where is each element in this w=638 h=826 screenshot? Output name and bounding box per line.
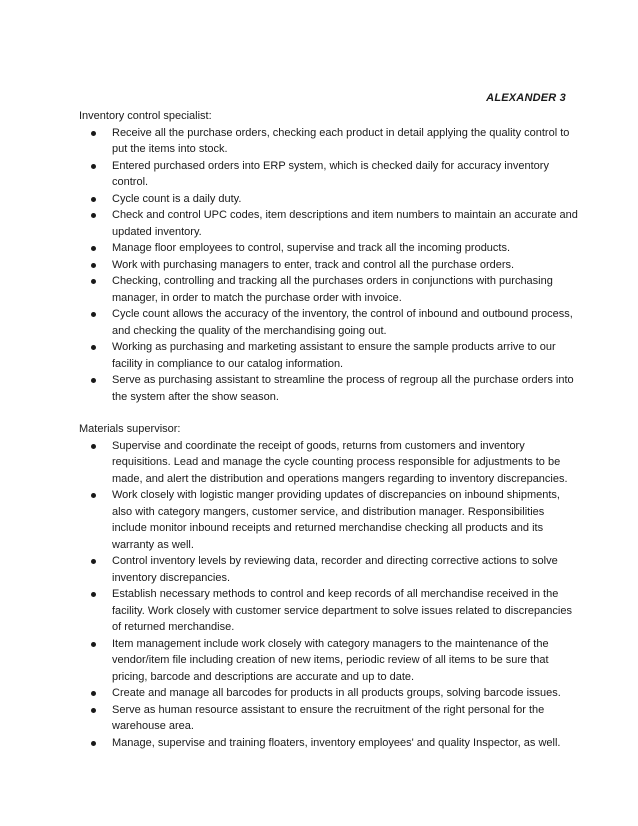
list-item: Manage, supervise and training floaters, inventory employees' and quality Inspector, as well. xyxy=(79,735,579,752)
list-item: Supervise and coordinate the receipt of goods, returns from customers and inventory requisitions. Lead and manage the cycle counting process responsible for adjustments to be made, and alert the distribution and operations mangers regarding to inventory discrepancies. xyxy=(79,438,579,488)
list-item: Manage floor employees to control, supervise and track all the incoming products. xyxy=(79,240,579,257)
list-item: Receive all the purchase orders, checking each product in detail applying the quality control to put the items into stock. xyxy=(79,125,579,158)
list-item: Work with purchasing managers to enter, track and control all the purchase orders. xyxy=(79,257,579,274)
list-item: Work closely with logistic manger providing updates of discrepancies on inbound shipments, also with category mangers, customer service, and distribution manager. Responsibilities include monitor inbound receipts and returned merchandise checking all products and its warranty as well. xyxy=(79,487,579,553)
list-item: Control inventory levels by reviewing data, recorder and directing corrective actions to solve inventory discrepancies. xyxy=(79,553,579,586)
list-item: Create and manage all barcodes for products in all products groups, solving barcode issues. xyxy=(79,685,579,702)
list-item: Cycle count is a daily duty. xyxy=(79,191,579,208)
section-materials-supervisor xyxy=(79,421,579,751)
list-item: Cycle count allows the accuracy of the inventory, the control of inbound and outbound process, and checking the quality of the merchandising going out. xyxy=(79,306,579,339)
list-item: Establish necessary methods to control and keep records of all merchandise received in the facility. Work closely with customer service department to solve issues related to discrepancies of returned merchandise. xyxy=(79,586,579,636)
section-title: Materials supervisor: xyxy=(79,423,181,435)
list-item: Working as purchasing and marketing assistant to ensure the sample products arrive to our facility in compliance to our catalog information. xyxy=(79,339,579,372)
bullet-list xyxy=(79,438,579,752)
resume-content xyxy=(79,108,579,751)
section-inventory-control-specialist xyxy=(79,108,579,405)
list-item: Serve as human resource assistant to ensure the recruitment of the right personal for the warehouse area. xyxy=(79,702,579,735)
list-item: Serve as purchasing assistant to streamline the process of regroup all the purchase orders into the system after the show season. xyxy=(79,372,579,405)
list-item: Item management include work closely with category managers to the maintenance of the vendor/item file including creation of new items, periodic review of all items to be sure that pricing, barcode and descriptions are accurate and up to date. xyxy=(79,636,579,686)
list-item: Check and control UPC codes, item descriptions and item numbers to maintain an accurate and updated inventory. xyxy=(79,207,579,240)
page-header: ALEXANDER 3 xyxy=(486,92,566,104)
bullet-list xyxy=(79,125,579,406)
section-title: Inventory control specialist: xyxy=(79,110,212,122)
list-item: Checking, controlling and tracking all the purchases orders in conjunctions with purchasing manager, in order to match the purchase order with invoice. xyxy=(79,273,579,306)
list-item: Entered purchased orders into ERP system, which is checked daily for accuracy inventory control. xyxy=(79,158,579,191)
